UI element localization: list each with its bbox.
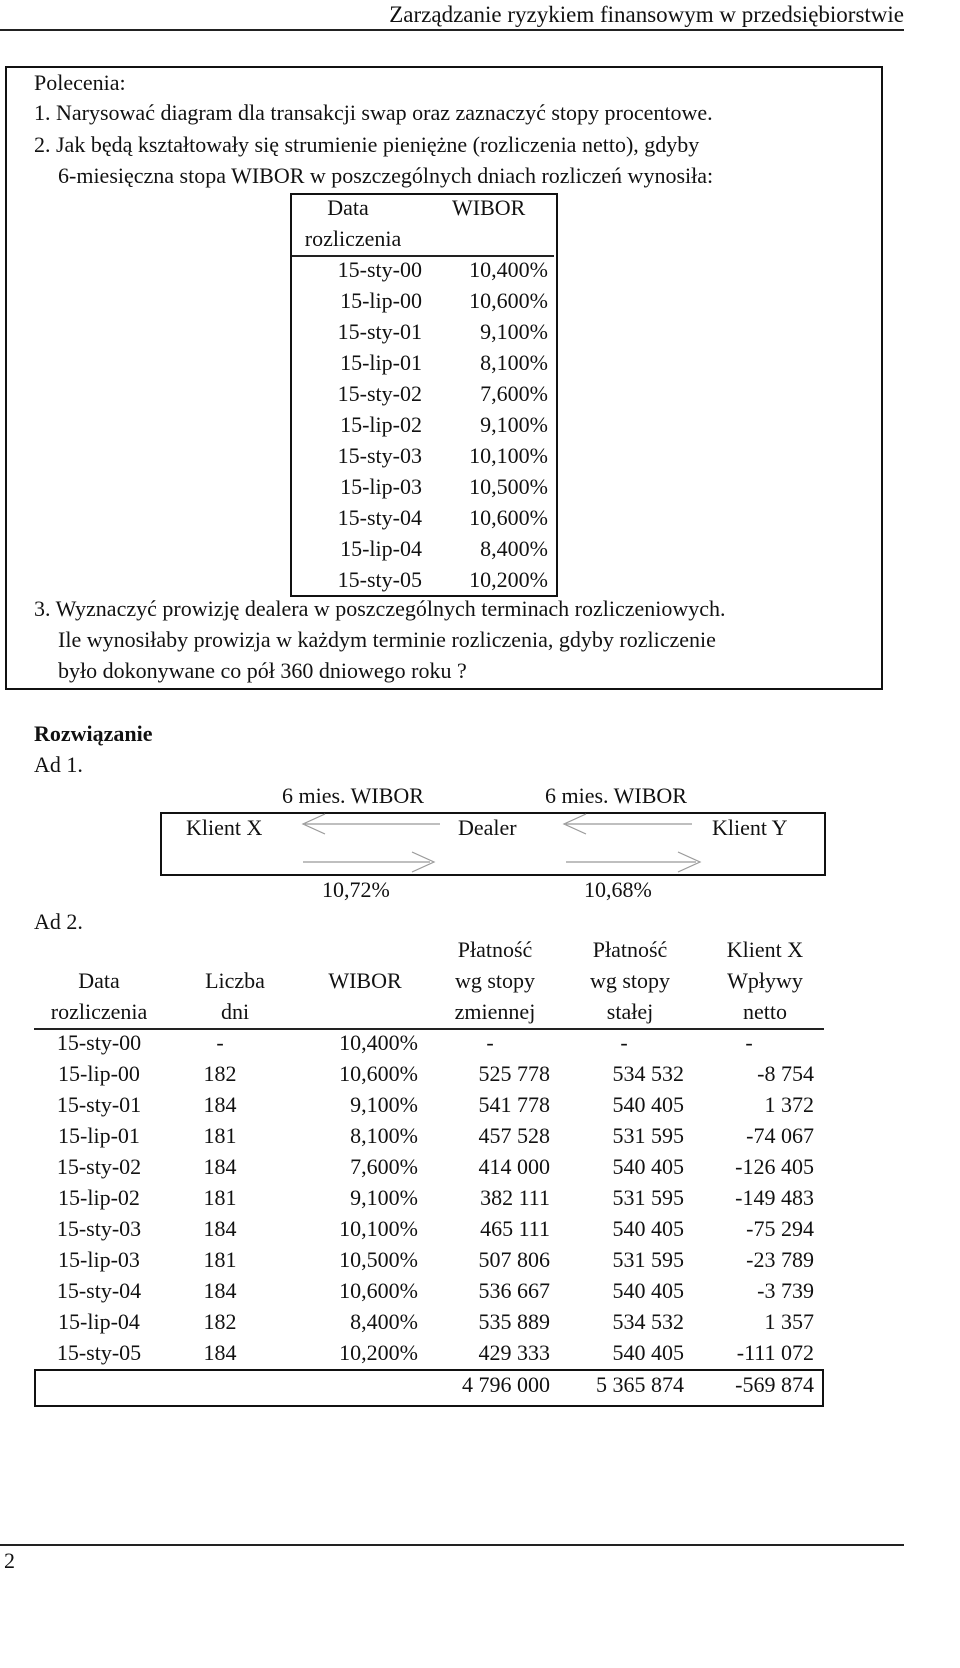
klient-x-label: Klient X — [186, 815, 263, 840]
cash-cell: 534 532 — [612, 1061, 684, 1086]
cash-cell: 10,500% — [339, 1247, 418, 1272]
wibor-row-date: 15-sty-02 — [337, 381, 422, 406]
cash-cell: -111 072 — [736, 1340, 814, 1365]
cash-cell: 531 595 — [612, 1185, 684, 1210]
cash-cell: -3 739 — [757, 1278, 814, 1303]
cash-cell: 182 — [203, 1061, 237, 1086]
cash-cell: 414 000 — [478, 1154, 550, 1179]
cash-cell: 531 595 — [612, 1123, 684, 1148]
wibor-row-date: 15-lip-01 — [340, 350, 422, 375]
cash-header-col6: Klient X — [726, 937, 804, 962]
wibor-row-date: 15-lip-00 — [340, 288, 422, 313]
cash-header-col4: zmiennej — [454, 999, 536, 1024]
cash-header-col5: wg stopy — [589, 968, 671, 993]
wibor-row-date: 15-sty-00 — [337, 257, 422, 282]
arrow-dealer-to-klient-y — [566, 852, 700, 872]
cash-cell: 429 333 — [478, 1340, 550, 1365]
dealer-label: Dealer — [458, 815, 517, 840]
arrow-klient-y-to-dealer — [564, 814, 692, 834]
footer-rule — [0, 1544, 904, 1546]
cash-cell: 7,600% — [350, 1154, 418, 1179]
wibor-row-value: 9,100% — [480, 412, 548, 437]
cash-header-col3: WIBOR — [328, 968, 402, 993]
cash-cell: 1 357 — [764, 1309, 814, 1334]
header-title: Zarządzanie ryzykiem finansowym w przedsiębiorstwie — [389, 2, 904, 27]
polecenia-item-1: 1. Narysować diagram dla transakcji swap oraz zaznaczyć stopy procentowe. — [34, 100, 713, 125]
cash-cell: 15-lip-00 — [58, 1061, 140, 1086]
wibor-header-wibor: WIBOR — [452, 195, 526, 220]
wibor-row-value: 10,500% — [469, 474, 548, 499]
cash-cell: 10,600% — [339, 1278, 418, 1303]
cash-cell: 507 806 — [478, 1247, 550, 1272]
wibor-header-rozliczenia: rozliczenia — [304, 226, 402, 251]
cash-header-col1: rozliczenia — [50, 999, 148, 1024]
wibor-row-value: 10,100% — [469, 443, 548, 468]
cash-cell: 184 — [203, 1340, 237, 1365]
cash-cell: -23 789 — [746, 1247, 814, 1272]
cash-cell: 10,400% — [339, 1030, 418, 1055]
cash-cell: -126 405 — [735, 1154, 814, 1179]
cash-cell: - — [620, 1030, 628, 1055]
cash-cell: 465 111 — [480, 1216, 550, 1241]
cash-header-col5: stałej — [606, 999, 654, 1024]
polecenia-item-2-line-1: 2. Jak będą kształtowały się strumienie pieniężne (rozliczenia netto), gdyby — [34, 132, 700, 157]
polecenia-heading: Polecenia: — [34, 70, 126, 95]
cash-header-col4: Płatność — [457, 937, 533, 962]
wibor-row-value: 8,400% — [480, 536, 548, 561]
cash-cell: 534 532 — [612, 1309, 684, 1334]
wibor-row-date: 15-lip-03 — [340, 474, 422, 499]
cash-total: 4 796 000 — [462, 1372, 550, 1397]
cash-cell: 531 595 — [612, 1247, 684, 1272]
cash-cell: 9,100% — [350, 1185, 418, 1210]
cash-cell: 10,200% — [339, 1340, 418, 1365]
page-number: 2 — [4, 1548, 15, 1573]
cash-cell: 535 889 — [478, 1309, 550, 1334]
cash-cell: - — [486, 1030, 494, 1055]
cash-cell: 15-sty-04 — [56, 1278, 142, 1303]
solution-heading: Rozwiązanie — [34, 721, 153, 746]
cash-cell: 457 528 — [478, 1123, 550, 1148]
wibor-row-date: 15-sty-04 — [337, 505, 422, 530]
cash-cell: 184 — [203, 1216, 237, 1241]
cash-header-col6: Wpływy — [727, 968, 803, 993]
cash-header-col1: Data — [78, 968, 120, 993]
cash-header-col4: wg stopy — [454, 968, 536, 993]
polecenia-item-2-line-2: 6-miesięczna stopa WIBOR w poszczególnych dniach rozliczeń wynosiła: — [58, 163, 714, 188]
wibor-row-date: 15-sty-03 — [337, 443, 422, 468]
cash-cell: 15-sty-03 — [56, 1216, 142, 1241]
cash-total: -569 874 — [735, 1372, 814, 1397]
polecenia-item-3-line-1: 3. Wyznaczyć prowizję dealera w poszczególnych terminach rozliczeniowych. — [34, 596, 726, 621]
cash-cell: 8,100% — [350, 1123, 418, 1148]
wibor-row-value: 8,100% — [480, 350, 548, 375]
cash-cell: 541 778 — [478, 1092, 550, 1117]
polecenia-item-3-line-3: było dokonywane co pół 360 dniowego roku ? — [58, 658, 467, 683]
wibor-row-value: 10,200% — [469, 567, 548, 592]
cash-cell: 540 405 — [612, 1340, 684, 1365]
cash-header-col2: Liczba — [205, 968, 265, 993]
wibor-row-value: 10,400% — [469, 257, 548, 282]
cash-cell: 540 405 — [612, 1092, 684, 1117]
wibor-row-value: 10,600% — [469, 505, 548, 530]
rate-right: 10,68% — [584, 877, 652, 902]
cash-cell: -8 754 — [757, 1061, 814, 1086]
swap-arrows — [0, 790, 960, 910]
cash-cell: 181 — [203, 1123, 237, 1148]
label-wibor-right: 6 mies. WIBOR — [545, 783, 687, 808]
cash-cell: 9,100% — [350, 1092, 418, 1117]
cash-cell: 184 — [203, 1154, 237, 1179]
cash-cell: 15-sty-01 — [56, 1092, 142, 1117]
cash-cell: 536 667 — [478, 1278, 550, 1303]
klient-y-label: Klient Y — [712, 815, 788, 840]
cash-cell: 181 — [203, 1185, 237, 1210]
cash-cell: 1 372 — [764, 1092, 814, 1117]
cash-cell: 181 — [203, 1247, 237, 1272]
wibor-row-value: 7,600% — [480, 381, 548, 406]
wibor-row-date: 15-sty-05 — [337, 567, 422, 592]
wibor-header-data: Data — [327, 195, 369, 220]
cash-cell: 540 405 — [612, 1154, 684, 1179]
arrow-dealer-to-klient-x — [303, 814, 440, 834]
cash-cell: 10,600% — [339, 1061, 418, 1086]
cash-cell: 182 — [203, 1309, 237, 1334]
cash-cell: -74 067 — [746, 1123, 814, 1148]
cash-cell: 15-lip-02 — [58, 1185, 140, 1210]
cash-cell: - — [216, 1030, 224, 1055]
cash-cell: 525 778 — [478, 1061, 550, 1086]
cash-cell: 184 — [203, 1278, 237, 1303]
cash-cell: - — [745, 1030, 753, 1055]
wibor-row-value: 9,100% — [480, 319, 548, 344]
rate-left: 10,72% — [322, 877, 390, 902]
ad1-label: Ad 1. — [34, 752, 83, 777]
cash-total: 5 365 874 — [596, 1372, 684, 1397]
cash-header-col2: dni — [220, 999, 250, 1024]
header-rule — [0, 29, 904, 31]
cash-cell: 15-lip-01 — [58, 1123, 140, 1148]
cash-cell: 382 111 — [480, 1185, 550, 1210]
label-wibor-left: 6 mies. WIBOR — [282, 783, 424, 808]
cash-cell: 15-sty-05 — [56, 1340, 142, 1365]
cash-cell: -149 483 — [735, 1185, 814, 1210]
cash-cell: 15-lip-04 — [58, 1309, 140, 1334]
cash-cell: 8,400% — [350, 1309, 418, 1334]
cash-cell: 184 — [203, 1092, 237, 1117]
cash-cell: -75 294 — [746, 1216, 814, 1241]
wibor-row-date: 15-sty-01 — [337, 319, 422, 344]
wibor-row-value: 10,600% — [469, 288, 548, 313]
wibor-row-date: 15-lip-04 — [340, 536, 422, 561]
cash-cell: 15-sty-02 — [56, 1154, 142, 1179]
ad2-label: Ad 2. — [34, 909, 83, 934]
wibor-row-date: 15-lip-02 — [340, 412, 422, 437]
polecenia-item-3-line-2: Ile wynosiłaby prowizja w każdym terminie rozliczenia, gdyby rozliczenie — [58, 627, 716, 652]
cash-header-col5: Płatność — [592, 937, 668, 962]
cash-cell: 540 405 — [612, 1278, 684, 1303]
cash-cell: 15-lip-03 — [58, 1247, 140, 1272]
cash-cell: 15-sty-00 — [56, 1030, 142, 1055]
cash-cell: 10,100% — [339, 1216, 418, 1241]
cash-cell: 540 405 — [612, 1216, 684, 1241]
cash-header-col6: netto — [743, 999, 787, 1024]
arrow-klient-x-to-dealer — [303, 852, 434, 872]
